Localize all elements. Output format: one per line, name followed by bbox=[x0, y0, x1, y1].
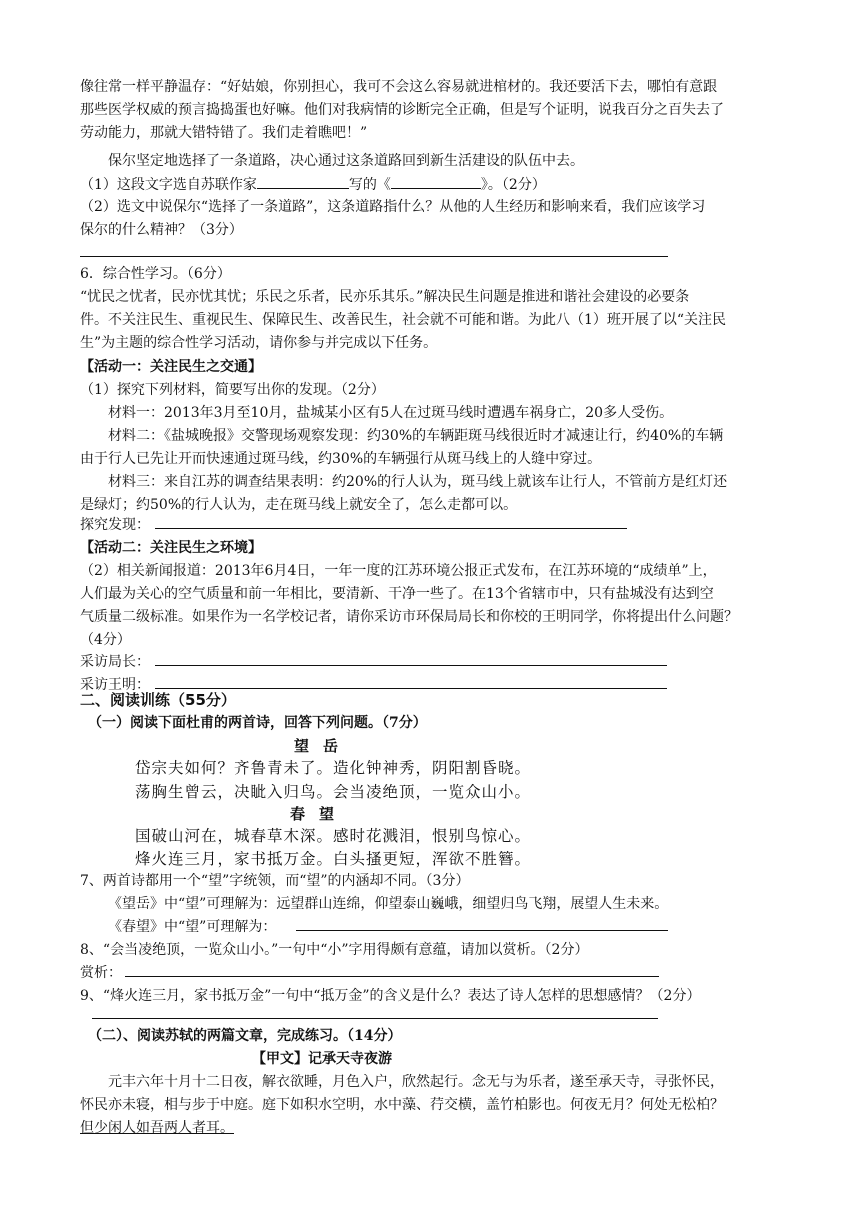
question-7-prompt: 《春望》中“望”可理解为： bbox=[108, 919, 277, 935]
intro-line-3: 生”为主题的综合性学习活动，请你参与并完成以下任务。 bbox=[80, 335, 438, 351]
activity-1-heading: 【活动一：关注民生之交通】 bbox=[80, 359, 262, 375]
passage-line-4: 保尔坚定地选择了一条道路，决心通过这条道路回到新生活建设的队伍中去。 bbox=[108, 153, 584, 169]
question-5-2-line-2: 保尔的什么精神？（3分） bbox=[80, 222, 243, 238]
activity-2-line-1: （2）相关新闻报道：2013年6月4日，一年一度的江苏环境公报正式发布，在江苏环境的“成绩单”上， bbox=[80, 563, 717, 579]
poem-2-line-2: 烽火连三月，家书抵万金。白头搔更短，浑欲不胜簪。 bbox=[135, 850, 532, 868]
answer-line-5-2[interactable] bbox=[80, 256, 668, 257]
question-8: 8、“会当凌绝顶，一览众山小。”一句中“小”字用得颇有意蕴，请加以赏析。（2分） bbox=[80, 942, 589, 958]
question-9: 9、“烽火连三月，家书抵万金”一句中“抵万金”的含义是什么？表达了诗人怎样的思想感情？（2分） bbox=[80, 988, 701, 1004]
finding-label: 探究发现： bbox=[80, 517, 150, 533]
question-7-example: 《望岳》中“望”可理解为：远望群山连绵，仰望泰山巍峨，细望归鸟飞翔，展望人生未来。 bbox=[108, 896, 669, 912]
q5-1-part-c: 》。（2分） bbox=[480, 177, 546, 193]
finding-answer-line[interactable] bbox=[155, 528, 627, 529]
passage-line-1: 像往常一样平静温存：“好姑娘，你别担心，我可不会这么容易就进棺材的。我还要活下去，哪怕有意跟 bbox=[80, 79, 718, 95]
material-2-line-2: 由于行人已先让开而快速通过斑马线，约30%的车辆强行从斑马线上的人缝中穿过。 bbox=[80, 451, 602, 467]
intro-line-2: 件。不关注民生、重视民生、保障民生、改善民生，社会就不可能和谐。为此八（1）班开展了以“关注民 bbox=[80, 312, 727, 328]
passage-line-2: 那些医学权威的预言捣捣蛋也好嘛。他们对我病情的诊断完全正确，但是写个证明，说我百分之百失去了 bbox=[80, 102, 724, 118]
intro-line-1: “忧民之忧者，民亦忧其忧；乐民之乐者，民亦乐其乐。”解决民生问题是推进和谐社会建设的必要条 bbox=[80, 289, 690, 305]
passage-line-3: 劳动能力，那就大错特错了。我们走着瞧吧！” bbox=[80, 125, 368, 141]
interview-director-line[interactable] bbox=[155, 665, 667, 666]
poem-1-line-1: 岱宗夫如何？齐鲁青未了。造化钟神秀，阴阳割昏晓。 bbox=[135, 759, 532, 777]
interview-director-label: 采访局长： bbox=[80, 654, 150, 670]
part-2-sub-1: （一）阅读下面杜甫的两首诗，回答下列问题。（7分） bbox=[88, 715, 427, 731]
interview-wang-label: 采访王明： bbox=[80, 677, 150, 693]
question-8-answer-line[interactable] bbox=[125, 976, 659, 977]
activity-2-line-3: 气质量二级标准。如果作为一名学校记者，请你采访市环保局局长和你校的王明同学，你将提出什么问题？ bbox=[80, 609, 738, 625]
question-8-label: 赏析： bbox=[80, 965, 122, 981]
activity-2-heading: 【活动二：关注民生之环境】 bbox=[80, 540, 262, 556]
question-9-answer-line[interactable] bbox=[92, 1018, 658, 1019]
author-answer-blank[interactable] bbox=[257, 173, 349, 189]
text-a-underlined-sentence: 但少闲人如吾两人者耳。 bbox=[80, 1120, 234, 1136]
question-5-1 bbox=[80, 173, 546, 196]
material-3-line-2: 是绿灯；约50%的行人认为，走在斑马线上就安全了，怎么走都可以。 bbox=[80, 497, 518, 513]
poem-1-title: 望岳 bbox=[294, 737, 353, 755]
text-a-line-2: 怀民亦未寝，相与步于中庭。庭下如积水空明，水中藻、荇交横，盖竹柏影也。何夜无月？何处无松柏？ bbox=[80, 1097, 724, 1113]
activity-2-line-2: 人们最为关心的空气质量和前一年相比，要清新、干净一些了。在13个省辖市中，只有盐城没有达到空 bbox=[80, 586, 714, 602]
poem-2-line-1: 国破山河在，城春草木深。感时花溅泪，恨别鸟惊心。 bbox=[135, 827, 532, 845]
text-a-title: 【甲文】记承天寺夜游 bbox=[252, 1051, 392, 1067]
text-a-line-1: 元丰六年十月十二日夜，解衣欲睡，月色入户，欣然起行。念无与为乐者，遂至承天寺，寻张怀民， bbox=[108, 1074, 724, 1090]
q5-1-part-a: （1）这段文字选自苏联作家 bbox=[80, 177, 257, 193]
poem-2-title: 春望 bbox=[290, 805, 349, 823]
question-7-answer-line[interactable] bbox=[296, 930, 668, 931]
material-1: 材料一：2013年3月至10月，盐城某小区有5人在过斑马线时遭遇车祸身亡，20多人受伤。 bbox=[108, 405, 674, 421]
q5-1-part-b: 写的《 bbox=[348, 177, 391, 193]
activity-1-question: （1）探究下列材料，简要写出你的发现。（2分） bbox=[80, 382, 385, 398]
question-5-2-line-1: （2）选文中说保尔“选择了一条道路”，这条道路指什么？从他的人生经历和影响来看，我们应该学习 bbox=[80, 199, 706, 215]
activity-2-line-4: （4分） bbox=[80, 632, 131, 648]
part-2-heading: 二、阅读训练（55分） bbox=[80, 691, 236, 709]
question-6-heading: 6．综合性学习。（6分） bbox=[80, 266, 231, 282]
question-7: 7、两首诗都用一个“望”字统领，而“望”的内涵却不同。（3分） bbox=[80, 873, 470, 889]
material-3-line-1: 材料三：来自江苏的调查结果表明：约20%的行人认为，斑马线上就该车让行人，不管前方是红灯还 bbox=[108, 474, 728, 490]
material-2-line-1: 材料二：《盐城晚报》交警现场观察发现：约30%的车辆距斑马线很近时才减速让行，约40%的车辆 bbox=[108, 428, 724, 444]
book-answer-blank[interactable] bbox=[391, 173, 481, 189]
part-2-sub-2: （二）、阅读苏轼的两篇文章，完成练习。（14分） bbox=[88, 1028, 402, 1044]
poem-1-line-2: 荡胸生曾云，决眦入归鸟。会当凌绝顶，一览众山小。 bbox=[135, 783, 532, 801]
